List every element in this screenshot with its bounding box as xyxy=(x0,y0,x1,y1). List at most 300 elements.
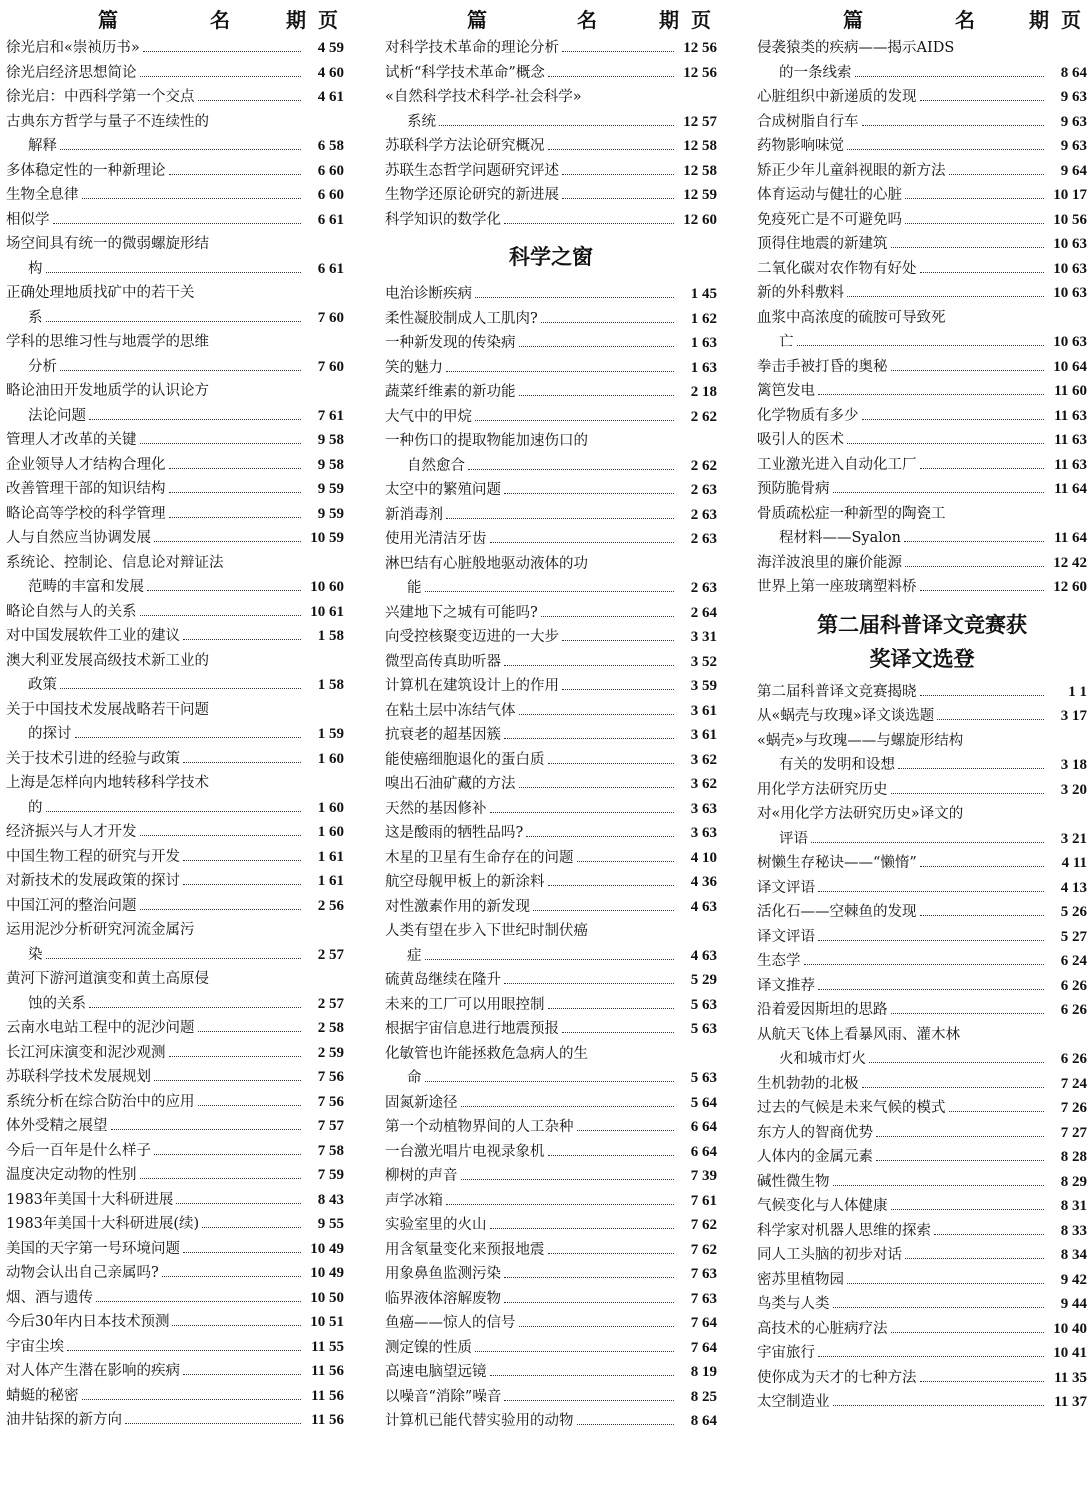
index-entry xyxy=(6,502,344,527)
index-entry xyxy=(757,379,1087,404)
entry-issue-page: 4 59 xyxy=(317,40,344,56)
entry-title: 临界液体溶解废物 xyxy=(385,1290,501,1307)
entry-issue-page: 12 56 xyxy=(683,40,717,56)
entry-issue-page: 7 62 xyxy=(690,1241,717,1258)
column-header xyxy=(385,4,717,36)
leader-dots xyxy=(60,687,301,689)
leader-dots xyxy=(504,222,674,224)
index-entry xyxy=(6,1310,344,1335)
entry-title: 蜻蜓的秘密 xyxy=(6,1387,79,1404)
entry-issue-page: 8 43 xyxy=(317,1191,344,1208)
index-entry xyxy=(6,992,344,1017)
entry-title: 评语 xyxy=(779,830,808,847)
entry-title: 高技术的心脏病疗法 xyxy=(757,1320,888,1337)
leader-dots xyxy=(519,713,675,715)
entry-title: 二氧化碳对农作物有好处 xyxy=(757,260,917,277)
index-column-1 xyxy=(6,4,344,1433)
index-entry xyxy=(385,208,717,233)
index-entry xyxy=(385,674,717,699)
entry-title: 吸引人的医术 xyxy=(757,432,844,448)
entry-title: 高速电脑望远镜 xyxy=(385,1364,487,1380)
index-entry xyxy=(6,36,344,61)
entry-issue-page: 7 61 xyxy=(690,1192,717,1209)
index-entry-first-line: 关于中国技术发展战略若干问题 xyxy=(6,701,209,718)
entry-issue-page: 4 10 xyxy=(690,849,717,866)
entry-issue-page: 11 63 xyxy=(1054,456,1087,473)
leader-dots xyxy=(154,1153,301,1155)
index-entry xyxy=(385,772,717,797)
entry-issue-page: 5 27 xyxy=(1060,928,1087,945)
entry-issue-page: 2 58 xyxy=(317,1020,344,1036)
entry-title: 东方人的智商优势 xyxy=(757,1124,873,1141)
leader-dots xyxy=(548,1252,675,1254)
entry-title: 试析“科学技术革命”概念 xyxy=(385,64,545,81)
entry-issue-page: 10 17 xyxy=(1053,187,1087,203)
entry-issue-page: 7 59 xyxy=(317,1167,344,1183)
leader-dots xyxy=(169,516,302,518)
entry-title: 自然愈合 xyxy=(407,457,465,474)
entry-title: 温度决定动物的性别 xyxy=(6,1167,137,1183)
entry-title: 苏联科学技术发展规划 xyxy=(6,1069,151,1085)
index-entry xyxy=(757,159,1087,184)
leader-dots xyxy=(562,688,674,690)
leader-dots xyxy=(934,1233,1044,1235)
index-entry-first-line: 系统论、控制论、信息论对辩证法 xyxy=(6,554,224,571)
entry-title: 一种新发现的传染病 xyxy=(385,335,516,351)
entry-title: 法论问题 xyxy=(28,407,86,424)
entry-issue-page: 1 60 xyxy=(317,824,344,840)
index-entry xyxy=(757,998,1087,1023)
index-entry xyxy=(6,845,344,870)
index-entry xyxy=(757,900,1087,925)
entry-issue-page: 7 57 xyxy=(317,1118,344,1134)
leader-dots xyxy=(548,884,675,886)
entry-issue-page: 4 61 xyxy=(317,89,344,105)
entry-issue-page: 7 62 xyxy=(690,1217,717,1233)
index-entry xyxy=(385,1140,717,1165)
entry-title: 树懒生存秘诀——“懒惰” xyxy=(757,855,917,871)
entry-title: 对中国发展软件工业的建议 xyxy=(6,628,180,644)
entry-title: 译文推荐 xyxy=(757,977,815,994)
index-entry xyxy=(757,925,1087,950)
leader-dots xyxy=(140,1177,302,1179)
index-column-2 xyxy=(385,4,717,1434)
entry-title: 药物影响味觉 xyxy=(757,138,844,154)
leader-dots xyxy=(183,1251,301,1253)
entry-title: 太空中的繁殖问题 xyxy=(385,482,501,498)
section-title-award-line1: 第二届科普译文竞赛获 xyxy=(817,611,1027,637)
entry-title: 免疫死亡是不可避免吗 xyxy=(757,211,902,228)
index-entry xyxy=(6,1261,344,1286)
index-entry xyxy=(757,1268,1087,1293)
entry-title: 1983年美国十大科研进展 xyxy=(6,1191,174,1208)
entry-issue-page: 11 63 xyxy=(1054,432,1087,448)
leader-dots xyxy=(490,541,675,543)
leader-dots xyxy=(548,1154,675,1156)
index-entry xyxy=(6,1065,344,1090)
entry-issue-page: 12 56 xyxy=(683,64,717,81)
entry-title: 亡 xyxy=(779,334,794,350)
index-entry xyxy=(385,478,717,503)
index-entry xyxy=(757,477,1087,502)
index-entry xyxy=(385,1164,717,1189)
entry-title: 有关的发明和设想 xyxy=(779,757,895,773)
entry-issue-page: 7 39 xyxy=(690,1168,717,1184)
leader-dots xyxy=(111,1128,302,1130)
entry-issue-page: 4 13 xyxy=(1060,879,1087,896)
index-entry xyxy=(6,1286,344,1311)
entry-title: 系 xyxy=(28,309,43,326)
leader-dots xyxy=(75,736,302,738)
entry-issue-page: 5 26 xyxy=(1060,904,1087,920)
leader-dots xyxy=(920,914,1045,916)
entry-title: 预防脆骨病 xyxy=(757,481,830,497)
entry-title: 中国生物工程的研究与开发 xyxy=(6,848,180,865)
entry-issue-page: 8 28 xyxy=(1060,1149,1087,1165)
index-entry xyxy=(757,949,1087,974)
index-entry xyxy=(757,1145,1087,1170)
entry-title: 中国江河的整治问题 xyxy=(6,897,137,914)
entry-issue-page: 9 42 xyxy=(1060,1271,1087,1288)
index-entry xyxy=(385,1238,717,1263)
entry-issue-page: 10 49 xyxy=(310,1240,344,1257)
entry-issue-page: 8 19 xyxy=(690,1364,717,1380)
leader-dots xyxy=(475,419,674,421)
leader-dots xyxy=(425,590,675,592)
entry-issue-page: 9 59 xyxy=(317,481,344,497)
leader-dots xyxy=(461,1105,675,1107)
index-entry xyxy=(385,405,717,430)
entry-issue-page: 10 63 xyxy=(1053,260,1087,277)
leader-dots xyxy=(169,1055,302,1057)
index-entry xyxy=(757,575,1087,600)
entry-title: 心脏组织中新递质的发现 xyxy=(757,89,917,105)
entry-issue-page: 2 63 xyxy=(690,506,717,523)
leader-dots xyxy=(46,320,302,322)
entry-issue-page: 10 64 xyxy=(1053,358,1087,375)
entry-title: 长江河床演变和泥沙观测 xyxy=(6,1044,166,1061)
entry-title: 鸟类与人类 xyxy=(757,1296,830,1312)
index-entry xyxy=(6,869,344,894)
index-entry xyxy=(757,1292,1087,1317)
index-entry xyxy=(757,1366,1087,1391)
entry-title: 电治诊断疾病 xyxy=(385,286,472,302)
header-qi: 期 xyxy=(659,8,679,32)
leader-dots xyxy=(468,468,674,470)
index-entry xyxy=(385,650,717,675)
index-entry xyxy=(385,895,717,920)
leader-dots xyxy=(140,75,302,77)
leader-dots xyxy=(82,197,302,199)
section-title-award-line2: 奖译文选登 xyxy=(869,645,975,671)
entry-issue-page: 2 62 xyxy=(690,408,717,425)
entry-issue-page: 2 57 xyxy=(317,946,344,963)
index-entry xyxy=(6,355,344,380)
index-entry-first-line: 淋巴结有心脏般地驱动液体的功 xyxy=(385,555,588,572)
entry-issue-page: 12 59 xyxy=(683,187,717,203)
entry-title: 用含氡量变化来预报地震 xyxy=(385,1241,545,1258)
entry-title: 分析 xyxy=(28,358,57,375)
index-entry xyxy=(385,159,717,184)
entry-issue-page: 8 64 xyxy=(690,1413,717,1429)
entry-issue-page: 10 61 xyxy=(310,603,344,620)
entry-title: 太空制造业 xyxy=(757,1394,830,1410)
entry-title: 译文评语 xyxy=(757,928,815,945)
entry-issue-page: 2 63 xyxy=(690,580,717,596)
entry-title: 宇宙旅行 xyxy=(757,1345,815,1361)
index-entry xyxy=(6,1212,344,1237)
index-entry xyxy=(6,1408,344,1433)
index-entry xyxy=(757,753,1087,778)
entry-title: 管理人才改革的关键 xyxy=(6,432,137,448)
entry-title: 政策 xyxy=(28,677,57,693)
leader-dots xyxy=(140,442,302,444)
entry-title: 苏联科学方法论研究概况 xyxy=(385,138,545,154)
index-column-3 xyxy=(757,4,1087,1415)
entry-title: 根据宇宙信息进行地震预报 xyxy=(385,1021,559,1037)
entry-title: 系统分析在综合防治中的应用 xyxy=(6,1093,195,1110)
entry-title: 生物学还原论研究的新进展 xyxy=(385,187,559,203)
entry-issue-page: 3 21 xyxy=(1060,830,1087,847)
leader-dots xyxy=(862,1086,1045,1088)
leader-dots xyxy=(905,1257,1044,1259)
entry-title: 经济振兴与人才开发 xyxy=(6,824,137,840)
index-entry xyxy=(385,1213,717,1238)
entry-title: 对科学技术革命的理论分析 xyxy=(385,40,559,56)
index-entry-first-line: «自然科学技术科学-社会科学» xyxy=(385,89,582,105)
leader-dots xyxy=(519,1325,675,1327)
entry-title: 使用光清洁牙齿 xyxy=(385,531,487,547)
leader-dots xyxy=(847,442,1044,444)
index-entry-first-line: 古典东方哲学与量子不连续性的 xyxy=(6,113,209,130)
entry-title: 多体稳定性的一种新理论 xyxy=(6,162,166,179)
leader-dots xyxy=(833,1184,1045,1186)
index-entry xyxy=(757,974,1087,999)
entry-issue-page: 11 63 xyxy=(1054,407,1087,424)
section-title-window: 科学之窗 xyxy=(509,244,593,269)
leader-dots xyxy=(562,173,674,175)
entry-issue-page: 11 64 xyxy=(1054,481,1087,497)
index-entry xyxy=(385,1091,717,1116)
entry-issue-page: 12 58 xyxy=(683,138,717,154)
leader-dots xyxy=(905,197,1044,199)
index-entry xyxy=(6,257,344,282)
entry-issue-page: 3 63 xyxy=(690,800,717,817)
entry-title: 从«蜗壳与玫瑰»译文谈选题 xyxy=(757,708,935,724)
entry-issue-page: 2 56 xyxy=(317,897,344,914)
index-entry xyxy=(6,1188,344,1213)
entry-title: 新的外科敷料 xyxy=(757,285,844,301)
leader-dots xyxy=(446,1203,674,1205)
entry-title: 柔性凝胶制成人工肌肉? xyxy=(385,310,538,327)
entry-issue-page: 6 60 xyxy=(317,162,344,179)
leader-dots xyxy=(562,50,674,52)
leader-dots xyxy=(541,321,674,323)
leader-dots xyxy=(577,1129,675,1131)
index-entry-first-line: 从航天飞体上看暴风雨、灌木林 xyxy=(757,1026,960,1043)
header-ye: 页 xyxy=(1061,8,1081,32)
leader-dots xyxy=(891,369,1045,371)
entry-title: 向受控核聚变迈进的一大步 xyxy=(385,629,559,645)
entry-title: 科学家对机器人思维的探索 xyxy=(757,1222,931,1239)
index-entry xyxy=(6,428,344,453)
entry-title: 蔬菜纤维素的新功能 xyxy=(385,384,516,400)
entry-issue-page: 7 60 xyxy=(317,358,344,375)
entry-issue-page: 2 59 xyxy=(317,1044,344,1061)
entry-title: 能 xyxy=(407,580,422,596)
leader-dots xyxy=(548,148,675,150)
leader-dots xyxy=(847,1282,1044,1284)
entry-issue-page: 12 60 xyxy=(1053,579,1087,595)
entry-title: 的一条线索 xyxy=(779,64,852,81)
entry-issue-page: 12 60 xyxy=(683,211,717,228)
leader-dots xyxy=(891,1208,1045,1210)
entry-issue-page: 10 63 xyxy=(1053,236,1087,252)
leader-dots xyxy=(89,418,301,420)
entry-issue-page: 6 60 xyxy=(317,187,344,203)
index-entry xyxy=(385,331,717,356)
index-entry xyxy=(757,1317,1087,1342)
column-header xyxy=(757,4,1087,36)
entry-issue-page: 10 59 xyxy=(310,530,344,546)
leader-dots xyxy=(490,811,675,813)
index-entry xyxy=(6,722,344,747)
entry-issue-page: 9 63 xyxy=(1060,113,1087,130)
entry-issue-page: 11 35 xyxy=(1054,1369,1087,1386)
entry-title: 抗衰老的超基因簇 xyxy=(385,727,501,743)
index-entry xyxy=(757,85,1087,110)
entry-issue-page: 4 60 xyxy=(317,64,344,81)
index-entry-first-line: 血浆中高浓度的硫胺可导致死 xyxy=(757,309,946,326)
leader-dots xyxy=(82,1398,302,1400)
index-entry xyxy=(757,404,1087,429)
index-entry xyxy=(385,110,717,135)
index-entry xyxy=(6,1237,344,1262)
header-qi: 期 xyxy=(1029,8,1049,32)
entry-list xyxy=(385,282,717,1434)
leader-dots xyxy=(67,1349,301,1351)
entry-issue-page: 3 52 xyxy=(690,653,717,670)
entry-issue-page: 3 63 xyxy=(690,825,717,841)
leader-dots xyxy=(577,1423,675,1425)
entry-issue-page: 6 26 xyxy=(1060,1051,1087,1067)
index-entry xyxy=(385,380,717,405)
leader-dots xyxy=(898,767,1044,769)
entry-issue-page: 10 63 xyxy=(1053,334,1087,350)
index-entry xyxy=(6,1335,344,1360)
entry-issue-page: 5 64 xyxy=(690,1094,717,1111)
leader-dots xyxy=(446,517,674,519)
entry-issue-page: 5 63 xyxy=(690,1070,717,1086)
index-entry-first-line: 略论油田开发地质学的认识论方 xyxy=(6,383,209,399)
entry-issue-page: 11 37 xyxy=(1054,1394,1087,1410)
entry-title: 这是酸雨的牺牲品吗? xyxy=(385,825,524,841)
entry-title: 以噪音“消除”噪音 xyxy=(385,1388,502,1405)
entry-title: 程材料——Syalon xyxy=(779,530,901,546)
leader-dots xyxy=(140,614,302,616)
index-entry xyxy=(757,134,1087,159)
leader-dots xyxy=(504,737,674,739)
leader-dots xyxy=(533,909,674,911)
entry-title: 苏联生态哲学问题研究评述 xyxy=(385,162,559,179)
index-entry xyxy=(6,1163,344,1188)
leader-dots xyxy=(526,835,674,837)
index-entry xyxy=(6,477,344,502)
entry-issue-page: 7 56 xyxy=(317,1069,344,1085)
entry-title: 人与自然应当协调发展 xyxy=(6,530,151,546)
entry-title: 译文评语 xyxy=(757,879,815,896)
leader-dots xyxy=(804,963,1045,965)
entry-issue-page: 1 60 xyxy=(317,799,344,816)
leader-dots xyxy=(461,1178,675,1180)
leader-dots xyxy=(905,565,1044,567)
index-entry xyxy=(757,355,1087,380)
leader-dots xyxy=(198,1104,302,1106)
entry-issue-page: 9 55 xyxy=(317,1216,344,1232)
leader-dots xyxy=(920,99,1045,101)
leader-dots xyxy=(89,1006,301,1008)
index-entry xyxy=(6,453,344,478)
leader-dots xyxy=(818,988,1044,990)
index-entry xyxy=(757,526,1087,551)
index-entry xyxy=(385,993,717,1018)
entry-title: 合成树脂自行车 xyxy=(757,113,859,130)
entry-issue-page: 8 33 xyxy=(1060,1222,1087,1239)
entry-title: 动物会认出自己亲属吗? xyxy=(6,1265,159,1281)
entry-issue-page: 4 11 xyxy=(1061,855,1087,871)
leader-dots xyxy=(904,540,1044,542)
leader-dots xyxy=(46,957,302,959)
index-entry xyxy=(385,1189,717,1214)
entry-title: 生态学 xyxy=(757,953,801,969)
entry-title: 的 xyxy=(28,799,43,816)
entry-title: 宇宙尘埃 xyxy=(6,1338,64,1355)
leader-dots xyxy=(876,1159,1044,1161)
index-entry xyxy=(385,846,717,871)
column-header xyxy=(6,4,344,36)
entry-issue-page: 5 63 xyxy=(690,996,717,1013)
index-entry xyxy=(6,1016,344,1041)
entry-title: 相似学 xyxy=(6,211,50,228)
entry-title: 未来的工厂可以用眼控制 xyxy=(385,996,545,1013)
index-entry xyxy=(385,282,717,307)
index-entry xyxy=(385,36,717,61)
index-entry xyxy=(757,208,1087,233)
index-entry xyxy=(385,1066,717,1091)
entry-title: 新消毒剂 xyxy=(385,506,443,523)
entry-issue-page: 4 36 xyxy=(690,874,717,890)
index-entry xyxy=(385,601,717,626)
entry-title: 的探讨 xyxy=(28,726,72,742)
header-pian: 篇 xyxy=(98,8,118,32)
index-entry xyxy=(385,61,717,86)
index-entry xyxy=(757,281,1087,306)
index-entry xyxy=(6,673,344,698)
leader-dots xyxy=(891,1331,1045,1333)
entry-issue-page: 6 24 xyxy=(1060,953,1087,969)
entry-title: 海洋波浪里的廉价能源 xyxy=(757,554,902,571)
leader-dots xyxy=(920,1380,1045,1382)
entry-list xyxy=(385,36,717,232)
entry-issue-page: 1 61 xyxy=(317,873,344,889)
entry-issue-page: 11 56 xyxy=(311,1387,344,1404)
index-entry xyxy=(6,61,344,86)
entry-title: 体育运动与健壮的心脏 xyxy=(757,187,902,203)
index-entry xyxy=(385,699,717,724)
index-entry xyxy=(385,625,717,650)
leader-dots xyxy=(176,1202,301,1204)
entry-title: 微型高传真助听器 xyxy=(385,653,501,670)
